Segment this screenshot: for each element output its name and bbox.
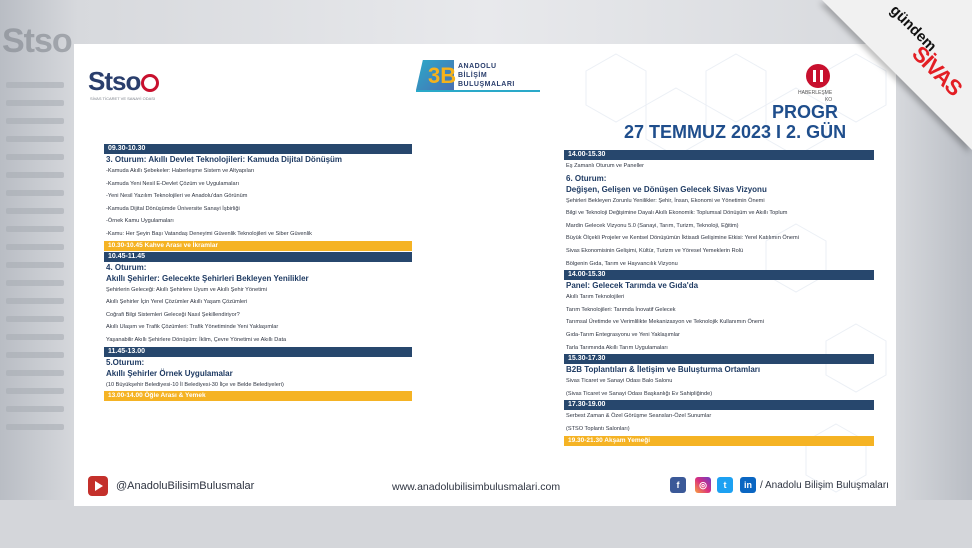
time-bar: 14.00-15.30 xyxy=(564,270,874,280)
session-subtitle: Akıllı Şehirler: Gelecekte Şehirleri Bekleyen Yenilikler xyxy=(106,273,309,283)
list-item: Büyük Ölçekli Projeler ve Kentsel Dönüşümün İktisadi Gelişimine Etkisi: Yerel Katılımın Önemi xyxy=(566,235,799,242)
youtube-icon xyxy=(88,476,108,496)
list-item: Tarla Tarımında Akıllı Tarım Uygulamaları xyxy=(566,344,668,351)
session-title: Panel: Gelecek Tarımda ve Gıda'da xyxy=(566,281,699,291)
list-item: (Sivas Ticaret ve Sanayi Odası Başkanlığı Ev Sahipliğinde) xyxy=(566,390,713,397)
list-item: Serbest Zaman & Özel Görüşme Seansları-Özel Sunumlar xyxy=(566,413,712,420)
list-item: -Kamuda Dijital Dönüşümde Üniversite Sanayi İşbirliği xyxy=(106,205,240,212)
linkedin-icon: in xyxy=(740,477,756,493)
anadolu-bilisim-logo xyxy=(416,60,540,90)
haberlesme-logo-text: HABERLEŞME KO xyxy=(798,90,833,103)
list-item: Eş Zamanlı Oturum ve Paneller xyxy=(566,163,645,169)
list-item: Akıllı Tarım Teknolojileri xyxy=(566,294,625,301)
list-item: (STSO Toplantı Salonları) xyxy=(566,425,630,432)
flyer-footer xyxy=(74,468,896,506)
list-item: Akıllı Şehirler İçin Yerel Çözümler Akıllı Yaşam Çözümleri xyxy=(106,299,248,306)
time-bar: 15.30-17.30 xyxy=(564,354,874,364)
break-bar: 19.30-21.30 Akşam Yemeği xyxy=(564,436,874,446)
session-title: 5.Oturum: xyxy=(106,357,145,367)
session-title: 6. Oturum: xyxy=(566,173,607,183)
list-item: -Kamuda Akıllı Şebekeler: Haberleşme Sistem ve Altyapıları xyxy=(106,168,255,174)
program-title: PROGR xyxy=(772,102,839,122)
list-item: Tarım Teknolojileri: Tarımda İnovatif Gelecek xyxy=(566,306,676,313)
list-item: Coğrafi Bilgi Sistemleri Geleceği Nasıl Şekillendiriyor? xyxy=(106,311,240,318)
program-flyer xyxy=(74,44,896,506)
website-url: www.anadolubilisimbulusmalari.com xyxy=(392,481,561,493)
list-item: Şehirlerin Geleceği: Akıllı Şehirlere Uyum ve Akıllı Şehir Yönetimi xyxy=(106,286,267,293)
list-item: Sivas Ekonomisinin Gelişimi, Kültür, Turizm ve Yöresel Yemeklerin Rolü xyxy=(566,247,744,254)
background-bottom-strip xyxy=(0,500,972,548)
logo-underline xyxy=(416,90,540,92)
time-bar: 09.30-10.30 xyxy=(104,144,412,154)
time-bar: 17.30-19.00 xyxy=(564,400,874,410)
logo-number: 3B xyxy=(428,63,457,88)
list-item: (10 Büyükşehir Belediyesi-10 İl Belediyesi-30 İlçe ve Belde Belediyeleri) xyxy=(106,381,284,388)
list-item: -Yeni Nesil Yazılım Teknolojileri ve Anadolu'dan Görünüm xyxy=(106,193,248,200)
list-item: -Kamuda Yeni Nesil E-Devlet Çözüm ve Uygulamaları xyxy=(106,180,240,187)
list-item: Bölgenin Gıda, Tarım ve Hayvancılık Vizyonu xyxy=(566,260,678,267)
twitter-icon: t xyxy=(717,477,733,493)
watermark-line2: SİVAS xyxy=(906,40,967,101)
left-schedule-column xyxy=(104,144,412,401)
time-bar: 10.45-11.45 xyxy=(104,252,412,262)
list-item: Sivas Ticaret ve Sanayi Odası Balo Salonu xyxy=(566,378,673,385)
list-item: -Kamu: Her Şeyin Başı Vatandaş Deneyimi Güvenlik Teknolojileri ve Siber Güvenlik xyxy=(106,230,312,237)
background-stso-logo: Stso xyxy=(2,22,72,60)
background-blurred-lines xyxy=(0,70,70,490)
list-item: Mardin Gelecek Vizyonu 5.0 (Sanayi, Tarım, Turizm, Teknoloji, Eğitim) xyxy=(566,222,739,229)
list-item: Bilgi ve Teknoloji Değişimine Dayalı Akıllı Ekonomik: Toplumsal Dönüşüm ve Akıllı Toplum xyxy=(566,210,788,217)
session-subtitle: Akıllı Şehirler Örnek Uygulamalar xyxy=(106,368,233,378)
break-bar: 10.30-10.45 Kahve Arası ve İkramlar xyxy=(104,241,412,251)
stso-logo: Stso xyxy=(88,66,159,97)
facebook-icon: f xyxy=(670,477,686,493)
session-title: 3. Oturum: Akıllı Devlet Teknolojileri: Kamuda Dijital Dönüşüm xyxy=(106,155,343,164)
program-date: 27 TEMMUZ 2023 I 2. GÜN xyxy=(624,122,847,142)
session-subtitle: Değişen, Gelişen ve Dönüşen Gelecek Sivas Vizyonu xyxy=(566,184,767,194)
session-title: B2B Toplantıları & İletişim ve Buluşturma Ortamları xyxy=(566,365,761,375)
list-item: -Örnek Kamu Uygulamaları xyxy=(106,218,174,225)
break-bar: 13.00-14.00 Öğle Arası & Yemek xyxy=(104,391,412,401)
list-item: Tarımsal Üretimde ve Verimlilikte Mekanizasyon ve Teknolojik Kullanımın Önemi xyxy=(566,319,764,326)
stso-logo-subtitle: SİVAS TİCARET VE SANAYİ ODASI xyxy=(90,96,156,101)
list-item: Akıllı Ulaşım ve Trafik Çözümleri: Trafik Yönetiminde Yeni Yaklaşımlar xyxy=(106,324,279,331)
youtube-handle: @AnadoluBilisimBulusmalar xyxy=(116,480,255,492)
session-title: 4. Oturum: xyxy=(106,262,147,272)
time-bar: 11.45-13.00 xyxy=(104,347,412,357)
list-item: Yaşanabilir Akıllı Şehirlere Dönüşüm: İklim, Çevre Yönetimi ve Akıllı Data xyxy=(106,336,287,343)
time-bar: 14.00-15.30 xyxy=(564,150,874,160)
list-item: Gıda-Tarım Entegrasyonu ve Yeni Yaklaşımlar xyxy=(566,331,680,338)
footer-brand-text: / Anadolu Bilişim Buluşmaları xyxy=(760,480,889,491)
logo-text: ANADOLU BİLİŞİM BULUŞMALARI xyxy=(458,63,515,88)
watermark-corner xyxy=(822,0,972,130)
instagram-icon: ◎ xyxy=(695,477,711,493)
right-schedule-column xyxy=(564,150,874,446)
list-item: Şehirleri Bekleyen Zorunlu Yenilikler: Şehir, İnsan, Ekonomi ve Yönetimin Önemi xyxy=(566,197,765,204)
watermark-line1: gündem xyxy=(886,1,940,56)
